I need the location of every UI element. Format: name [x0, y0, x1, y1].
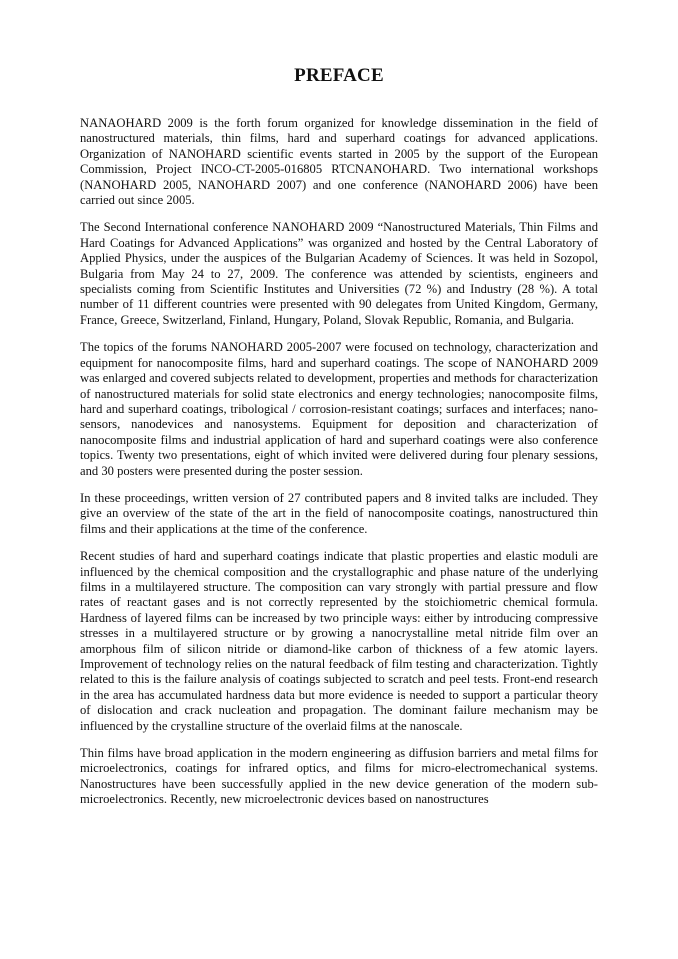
paragraph-topics: The topics of the forums NANOHARD 2005-2007 were focused on technology, characterization and equipment for nanocomposite films, hard and superhard coatings. The scope of NANOHARD 2009 was enlarged and covered subjects related to development, properties and methods for characterization of nanostructured materials for solid state electronics and energy technologies; nanocomposite films, hard and superhard coatings, tribological / corrosion-resistant coatings; surfaces and interfaces; nano-sensors, nanodevices and nanosystems. Equipment for deposition and characterization of nanocomposite films and industrial application of hard and superhard coatings were also conference topics. Twenty two presentations, eight of which invited were delivered during four plenary sessions, and 30 posters were presented during the poster session.	[80, 340, 598, 478]
paragraph-proceedings: In these proceedings, written version of 27 contributed papers and 8 invited talks are included. They give an overview of the state of the art in the field of nanocomposite coatings, nanostructured thin films and their applications at the time of the conference.	[80, 490, 598, 536]
paragraph-thin-films: Thin films have broad application in the modern engineering as diffusion barriers and metal films for microelectronics, coatings for infrared optics, and films for micro-electromechanical systems. Nanostructures have been successfully applied in the new device generation of the modern sub-microelectronics. Recently, new microelectronic devices based on nanostructures	[80, 746, 598, 807]
paragraph-conference: The Second International conference NANOHARD 2009 “Nanostructured Materials, Thin Films and Hard Coatings for Advanced Applications” was organized and hosted by the Central Laboratory of Applied Physics, under the auspices of the Bulgarian Academy of Sciences. It was held in Sozopol, Bulgaria from May 24 to 27, 2009. The conference was attended by scientists, engineers and specialists coming from Scientific Institutes and Universities (72 %) and Industry (28 %). A total number of 11 different countries were presented with 90 delegates from United Kingdom, Germany, France, Greece, Switzerland, Finland, Hungary, Poland, Slovak Republic, Romania, and Bulgaria.	[80, 220, 598, 327]
document-page	[80, 62, 598, 820]
paragraph-intro: NANAOHARD 2009 is the forth forum organized for knowledge dissemination in the field of nanostructured materials, thin films, hard and superhard coatings for advanced applications. Organization of NANOHARD scientific events started in 2005 by the support of the European Commission, Project INCO-CT-2005-016805 RTCNANOHARD. Two international workshops (NANOHARD 2005, NANOHARD 2007) and one conference (NANOHARD 2006) have been carried out since 2005.	[80, 116, 598, 208]
page-title: PREFACE	[294, 65, 384, 86]
paragraph-hard-coatings: Recent studies of hard and superhard coatings indicate that plastic properties and elastic moduli are influenced by the chemical composition and the crystallographic and phase nature of the underlying films in a multilayered structure. The composition can vary strongly with partial pressure and flow rates of reactant gases and is not correctly represented by the stoichiometric chemical formula. Hardness of layered films can be increased by two principle ways: either by introducing compressive stresses in a multilayered structure or by growing a nanocrystalline metal nitride film over an amorphous film of silicon nitride or diamond-like carbon of thickness of a few atomic layers. Improvement of technology relies on the natural feedback of film testing and characterization. Tightly related to this is the failure analysis of coatings subjected to scratch and peel tests. Front-end research in the area has accumulated hardness data but more evidence is needed to support a particular theory of dislocation and crack nucleation and propagation. The dominant failure mechanism may be influenced by the crystalline structure of the overlaid films at the nanoscale.	[80, 549, 598, 733]
